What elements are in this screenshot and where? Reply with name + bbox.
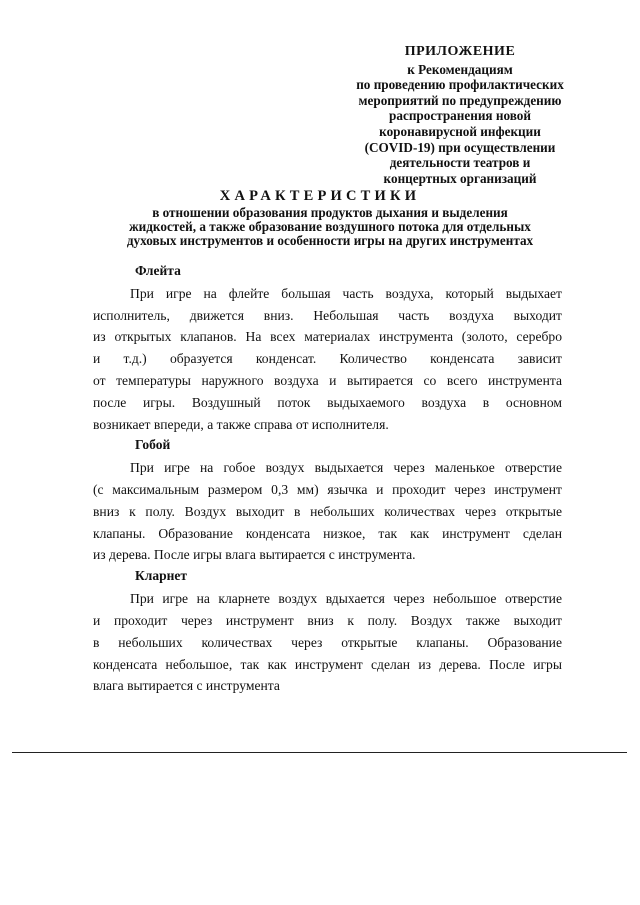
paragraph-line: из открытых клапанов. На всех материалах инструмента (золото, серебро — [93, 329, 562, 344]
paragraph-line: При игре на флейте большая часть воздуха, который выдыхает — [130, 286, 562, 301]
appendix-line: к Рекомендациям — [407, 61, 513, 77]
paragraph-line: и проходит через инструмент вниз к полу. Воздух также выходит — [93, 613, 562, 628]
paragraph-line: При игре на гобое воздух выдыхается через маленькое отверстие — [130, 460, 562, 475]
paragraph-line: влага вытирается с инструмента — [93, 678, 280, 693]
paragraph-line: от температуры наружного воздуха и вытирается со всего инструмента — [93, 373, 562, 388]
appendix-line: коронавирусной инфекции — [379, 123, 541, 139]
paragraph-line: клапаны. Образование конденсата низкое, так как инструмент сделан — [93, 526, 562, 541]
appendix-line: концертных организаций — [383, 170, 537, 186]
paragraph-line: и т.д.) образуется конденсат. Количество конденсата зависит — [93, 351, 562, 366]
appendix-line: распространения новой — [389, 108, 531, 124]
appendix-line: по проведению профилактических — [356, 77, 564, 93]
paragraph-line: исполнитель, движется вниз. Небольшая часть воздуха выходит — [93, 308, 562, 323]
document-title: ХАРАКТЕРИСТИКИ — [219, 188, 421, 204]
subtitle-line: в отношении образования продуктов дыхания и выделения — [152, 205, 508, 220]
appendix-block — [330, 44, 590, 186]
document-subtitle — [80, 206, 580, 247]
paragraph-line: вниз к полу. Воздух выходит в небольших количествах через открытые — [93, 504, 562, 519]
paragraph-line: в небольших количествах через открытые клапаны. Образование — [93, 635, 562, 650]
section-heading-clarinet: Кларнет — [135, 568, 188, 583]
footnote-divider — [12, 752, 627, 753]
appendix-heading: ПРИЛОЖЕНИЕ — [404, 44, 516, 59]
paragraph-line: после игры. Воздушный поток выдыхаемого воздуха в основном — [93, 395, 562, 410]
appendix-line: (COVID-19) при осуществлении — [364, 139, 556, 155]
subtitle-line: жидкостей, а также образование воздушного потока для отдельных — [129, 218, 531, 234]
appendix-line: деятельности театров и — [389, 155, 531, 171]
paragraph-line: возникает впереди, а также справа от исполнителя. — [93, 417, 389, 432]
paragraph-line: (с максимальным размером 0,3 мм) язычка и проходит через инструмент — [93, 482, 562, 497]
paragraph-line: конденсата небольшое, так как инструмент сделан из дерева. После игры — [93, 657, 562, 672]
subtitle-line: духовых инструментов и особенности игры на других инструментах — [126, 232, 534, 248]
paragraph-line: При игре на кларнете воздух вдыхается через небольшое отверстие — [130, 591, 562, 606]
appendix-line: мероприятий по предупреждению — [358, 92, 562, 108]
section-heading-oboe: Гобой — [135, 437, 171, 452]
section-heading-flute: Флейта — [135, 263, 181, 278]
paragraph-line: из дерева. После игры влага вытирается с инструмента. — [93, 547, 416, 562]
